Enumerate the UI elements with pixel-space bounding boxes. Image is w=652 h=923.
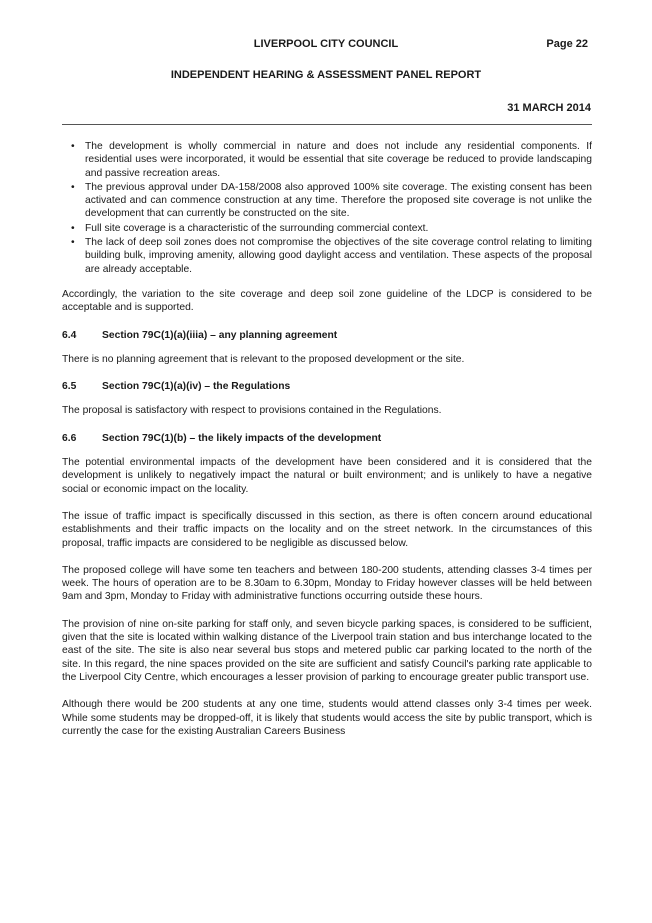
- paragraph-regulations: The proposal is satisfactory with respect to provisions contained in the Regulations.: [62, 405, 442, 417]
- paragraph-environmental-impacts: The potential environmental impacts of the development have been considered and it is considered that the development is unlikely to negatively impact the natural or built environment; and is unlikely to have a negative social or economic impact on the locality.: [62, 457, 592, 495]
- document-body: [62, 140, 592, 738]
- section-heading-6-4: [62, 329, 592, 342]
- section-heading-6-6: [62, 432, 592, 445]
- section-number: 6.5: [62, 381, 77, 393]
- bullet-text: The lack of deep soil zones does not compromise the objectives of the site coverage control relating to limiting building bulk, improving amenity, allowing good daylight access and ventilation. These aspects of the proposal are already acceptable.: [85, 237, 592, 275]
- bullet-list: [62, 140, 592, 276]
- section-title: Section 79C(1)(a)(iiia) – any planning agreement: [102, 329, 338, 341]
- paragraph-parking: The provision of nine on-site parking for staff only, and seven bicycle parking spaces, is considered to be sufficient, given that the site is located within walking distance of the Liverpool train station and bus interchange located to the east of the site. The site is also near several bus stops and metered public car parking located to the north of the site. In this regard, the nine spaces provided on the site are sufficient and satisfy Council's parking rate applicable to the Liverpool City Centre, which encourages a lesser provision of parking to encourage greater public transport use.: [62, 618, 592, 683]
- header-council-name: LIVERPOOL CITY COUNCIL: [253, 38, 399, 50]
- bullet-item: [62, 181, 592, 221]
- bullet-item: [62, 222, 592, 235]
- header-date: 31 MARCH 2014: [507, 102, 591, 114]
- section-number: 6.6: [62, 432, 77, 444]
- section-heading-6-5: [62, 380, 592, 393]
- bullet-icon: •: [71, 222, 75, 234]
- paragraph-planning-agreement: There is no planning agreement that is relevant to the proposed development or the site.: [62, 353, 465, 365]
- bullet-text: The previous approval under DA-158/2008 also approved 100% site coverage. The existing consent has been activated and can commence construction at any time. Therefore the proposed site coverage is not unlike the development that can currently be constructed on the site.: [85, 181, 592, 220]
- paragraph-traffic-impact: The issue of traffic impact is specifically discussed in this section, as there is often concern around educational establishments and their traffic impacts on the locality and on the street network. In the circumstances of this proposal, traffic impacts are considered to be negligible as discussed below.: [62, 510, 592, 549]
- section-title: Section 79C(1)(b) – the likely impacts of the development: [102, 432, 382, 444]
- paragraph-accordingly: Accordingly, the variation to the site coverage and deep soil zone guideline of the LDCP is considered to be acceptable and is supported.: [62, 288, 592, 314]
- bullet-item: [62, 236, 592, 276]
- bullet-item: [62, 140, 592, 180]
- bullet-icon: •: [71, 181, 75, 193]
- bullet-text: The development is wholly commercial in nature and does not include any residential components. If residential uses were incorporated, it would be essential that site coverage be reduced to provide landscaping and passive recreation areas.: [85, 141, 592, 179]
- paragraph-college-hours: The proposed college will have some ten teachers and between 180-200 students, attending classes 3-4 times per week. The hours of operation are to be 8.30am to 6.30pm, Monday to Friday however classes will be held between 9am and 3pm, Monday to Friday with administrative functions occurring outside these hours.: [62, 564, 592, 603]
- bullet-icon: •: [71, 141, 75, 152]
- section-number: 6.4: [62, 329, 77, 341]
- header-report-title: INDEPENDENT HEARING & ASSESSMENT PANEL REPORT: [170, 69, 482, 81]
- paragraph-students: Although there would be 200 students at any one time, students would attend classes only 3-4 times per week. While some students may be dropped-off, it is likely that students would access the site by public transport, which is currently the case for the existing Australian Careers Business: [62, 699, 592, 737]
- header-divider: [62, 124, 592, 125]
- section-title: Section 79C(1)(a)(iv) – the Regulations: [102, 381, 291, 393]
- header-page-number: Page 22: [546, 38, 588, 50]
- bullet-text: Full site coverage is a characteristic of the surrounding commercial context.: [85, 222, 429, 234]
- bullet-icon: •: [71, 237, 75, 249]
